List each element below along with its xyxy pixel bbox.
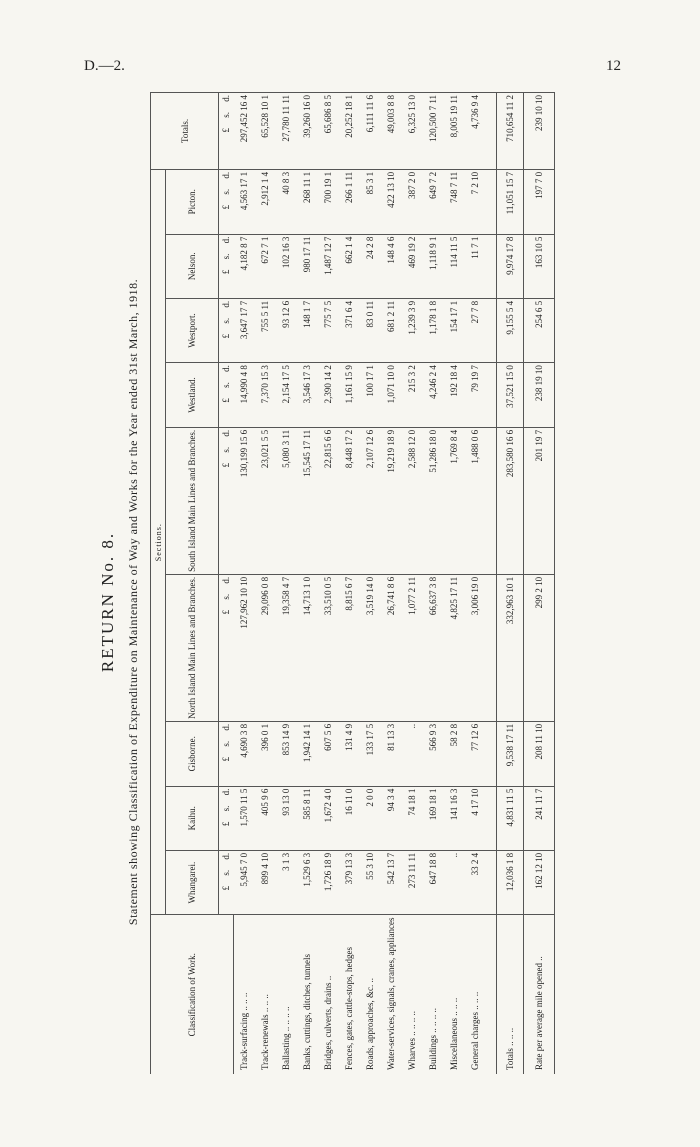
table-row (360, 93, 381, 1075)
row-total-cell: 239 10 10 (523, 93, 554, 170)
table-cell: 672 7 1 (255, 234, 276, 298)
table-cell: 775 7 5 (318, 298, 339, 362)
table-cell: 83 0 11 (360, 298, 381, 362)
unit-header (219, 298, 234, 362)
table-cell: 647 18 8 (423, 850, 444, 915)
table-cell: 2,390 14 2 (318, 363, 339, 428)
table-cell: 273 11 11 (402, 850, 423, 915)
unit-label: £ s. d. (221, 300, 231, 339)
table-cell: 14,990 4 8 (233, 363, 255, 428)
table-cell: 4,831 11 5 (496, 786, 523, 850)
table-cell: 93 13 0 (276, 786, 297, 850)
table-cell: 201 19 7 (523, 427, 554, 574)
table-cell: 1,488 0 6 (465, 427, 486, 574)
statement-title: Statement showing Classification of Expenditure on Maintenance of Way and Works for the Year ended 31st March, 1918. (126, 278, 140, 926)
table-cell: 9,155 5 4 (496, 298, 523, 362)
table-cell: 7 2 10 (465, 169, 486, 234)
table-cell: .. (402, 721, 423, 786)
table-cell: 254 6 5 (523, 298, 554, 362)
table-cell: 208 11 10 (523, 721, 554, 786)
table-cell: 332,963 10 1 (496, 574, 523, 721)
table-cell: 4 17 10 (465, 786, 486, 850)
table-cell: 5,080 3 11 (276, 427, 297, 574)
table-cell: 396 0 1 (255, 721, 276, 786)
section-column-header: Picton. (166, 169, 219, 234)
row-label: Track-surfacing .. .. .. (233, 915, 255, 1074)
table-cell: 74 18 1 (402, 786, 423, 850)
row-total-cell: 6,111 11 6 (360, 93, 381, 170)
table-cell: 1,077 2 11 (402, 574, 423, 721)
unit-header (219, 93, 234, 170)
unit-header (219, 721, 234, 786)
table-cell: 131 4 9 (339, 721, 360, 786)
landscape-sheet (98, 92, 568, 1112)
table-cell: 127,962 10 10 (233, 574, 255, 721)
table-cell: 2 0 0 (360, 786, 381, 850)
table-cell: 1,161 15 9 (339, 363, 360, 428)
table-cell: 40 8 3 (276, 169, 297, 234)
table-cell: 100 17 1 (360, 363, 381, 428)
unit-header (219, 574, 234, 721)
table-cell: 1,239 3 9 (402, 298, 423, 362)
row-label: Bridges, culverts, drains .. (318, 915, 339, 1074)
table-row (523, 93, 554, 1075)
table-cell: 192 18 4 (444, 363, 465, 428)
table-cell: 2,107 12 6 (360, 427, 381, 574)
table-cell: 241 11 7 (523, 786, 554, 850)
unit-label: £ s. d. (221, 236, 231, 275)
row-label: Buildings .. .. .. .. (423, 915, 444, 1074)
row-label: General charges .. .. .. (465, 915, 486, 1074)
table-cell: 1,118 9 1 (423, 234, 444, 298)
table-cell: 1,071 10 0 (381, 363, 402, 428)
table-cell: 266 1 11 (339, 169, 360, 234)
section-column-header: Kaihu. (166, 786, 219, 850)
page-header-left: D.—2. (84, 58, 125, 74)
table-cell: 853 14 9 (276, 721, 297, 786)
unit-header (219, 850, 234, 915)
section-column-header: South Island Main Lines and Branches. (166, 427, 219, 574)
table-cell: 2,154 17 5 (276, 363, 297, 428)
table-row (402, 93, 423, 1075)
table-cell: 8,815 6 7 (339, 574, 360, 721)
table-cell: 662 1 4 (339, 234, 360, 298)
table-cell: 85 3 1 (360, 169, 381, 234)
page-number: 12 (606, 58, 621, 74)
table-cell: 11,051 15 7 (496, 169, 523, 234)
row-total-cell: 8,005 19 11 (444, 93, 465, 170)
table-row (297, 93, 318, 1075)
table-cell: 133 17 5 (360, 721, 381, 786)
table-cell: 4,690 3 8 (233, 721, 255, 786)
totals-header: Totals. (151, 93, 219, 170)
unit-label: £ s. d. (221, 365, 231, 403)
table-cell: 37,521 15 0 (496, 363, 523, 428)
row-label: Rate per average mile opened .. (523, 915, 554, 1074)
unit-header (219, 234, 234, 298)
row-label: Wharves .. .. .. .. (402, 915, 423, 1074)
table-cell: 3,546 17 3 (297, 363, 318, 428)
table-cell: 755 5 11 (255, 298, 276, 362)
classification-header: Classification of Work. (151, 915, 234, 1074)
table-row (276, 93, 297, 1075)
table-cell: 379 13 3 (339, 850, 360, 915)
table-cell: 268 11 1 (297, 169, 318, 234)
table-cell: 102 16 3 (276, 234, 297, 298)
unit-label: £ s. d. (221, 171, 231, 210)
table-cell: 154 17 1 (444, 298, 465, 362)
table-cell: 77 12 6 (465, 721, 486, 786)
row-total-cell: 297,452 16 4 (233, 93, 255, 170)
unit-header (219, 786, 234, 850)
table-cell: 130,199 15 6 (233, 427, 255, 574)
table-cell: 16 11 0 (339, 786, 360, 850)
table-cell: 899 4 10 (255, 850, 276, 915)
row-label: Totals .. .. .. (496, 915, 523, 1074)
table-cell: 169 18 1 (423, 786, 444, 850)
table-cell: 14,713 1 0 (297, 574, 318, 721)
table-cell: 24 2 8 (360, 234, 381, 298)
table-cell: 1,529 6 3 (297, 850, 318, 915)
table-cell: 4,563 17 1 (233, 169, 255, 234)
table-cell: 4,825 17 11 (444, 574, 465, 721)
table-cell: 141 16 3 (444, 786, 465, 850)
table-cell: 238 19 10 (523, 363, 554, 428)
table-cell: 748 7 11 (444, 169, 465, 234)
table-cell: 1,570 11 5 (233, 786, 255, 850)
table-row (465, 93, 486, 1075)
row-total-cell: 27,780 11 11 (276, 93, 297, 170)
unit-label: £ s. d. (221, 429, 231, 468)
table-cell: 2,912 1 4 (255, 169, 276, 234)
table-cell: 9,538 17 11 (496, 721, 523, 786)
unit-header (219, 427, 234, 574)
table-row (318, 93, 339, 1075)
table-cell: .. (444, 850, 465, 915)
unit-label: £ s. d. (221, 852, 231, 891)
table-cell: 3,647 17 7 (233, 298, 255, 362)
table-cell: 980 17 11 (297, 234, 318, 298)
table-cell: 422 13 10 (381, 169, 402, 234)
table-cell: 1,178 1 8 (423, 298, 444, 362)
table-cell: 387 2 0 (402, 169, 423, 234)
table-cell: 79 19 7 (465, 363, 486, 428)
table-cell: 58 2 8 (444, 721, 465, 786)
row-total-cell: 120,500 7 11 (423, 93, 444, 170)
table-cell: 29,096 0 8 (255, 574, 276, 721)
table-cell: 607 5 6 (318, 721, 339, 786)
table-cell: 94 3 4 (381, 786, 402, 850)
table-cell: 197 7 0 (523, 169, 554, 234)
section-column-header: Whangarei. (166, 850, 219, 915)
table-cell: 299 2 10 (523, 574, 554, 721)
table-row (255, 93, 276, 1075)
row-total-cell: 20,252 18 1 (339, 93, 360, 170)
table-cell: 148 1 7 (297, 298, 318, 362)
row-total-cell: 39,260 16 0 (297, 93, 318, 170)
table-row (381, 93, 402, 1075)
table-cell: 93 12 6 (276, 298, 297, 362)
table-cell: 5,945 7 0 (233, 850, 255, 915)
table-cell: 700 19 1 (318, 169, 339, 234)
table-row (444, 93, 465, 1075)
table-cell: 22,815 6 6 (318, 427, 339, 574)
table-cell: 1,726 18 9 (318, 850, 339, 915)
table-row (496, 93, 523, 1075)
table-cell: 26,741 8 6 (381, 574, 402, 721)
table-cell: 566 9 3 (423, 721, 444, 786)
table-cell: 162 12 10 (523, 850, 554, 915)
return-title: RETURN No. 8. (98, 531, 117, 673)
table-cell: 4,182 8 7 (233, 234, 255, 298)
table-cell: 1,487 12 7 (318, 234, 339, 298)
unit-label: £ s. d. (221, 723, 231, 762)
table-cell: 1,672 4 0 (318, 786, 339, 850)
table-cell: 163 10 5 (523, 234, 554, 298)
row-total-cell: 65,528 10 1 (255, 93, 276, 170)
table-cell: 585 8 11 (297, 786, 318, 850)
unit-label: £ s. d. (221, 576, 231, 615)
table-cell: 3,519 14 0 (360, 574, 381, 721)
unit-header (219, 363, 234, 428)
row-total-cell: 710,654 11 2 (496, 93, 523, 170)
expenditure-table (150, 92, 555, 1074)
table-cell: 405 9 6 (255, 786, 276, 850)
row-label: Banks, cuttings, ditches, tunnels (297, 915, 318, 1074)
table-row (339, 93, 360, 1075)
table-cell: 4,246 2 4 (423, 363, 444, 428)
table-cell: 33,510 0 5 (318, 574, 339, 721)
table-row (233, 93, 255, 1075)
spacer-row (486, 93, 497, 1075)
row-label: Roads, approaches, &c. .. (360, 915, 381, 1074)
table-cell: 19,358 4 7 (276, 574, 297, 721)
table-cell: 8,448 17 2 (339, 427, 360, 574)
table-cell: 2,588 12 0 (402, 427, 423, 574)
table-cell: 681 2 11 (381, 298, 402, 362)
table-cell: 371 6 4 (339, 298, 360, 362)
table-cell: 33 2 4 (465, 850, 486, 915)
row-label: Fences, gates, cattle-stops, hedges (339, 915, 360, 1074)
table-cell: 55 3 10 (360, 850, 381, 915)
sections-header: Sections. (151, 169, 166, 915)
section-column-header: Gisborne. (166, 721, 219, 786)
row-total-cell: 65,686 8 5 (318, 93, 339, 170)
table-cell: 51,286 18 0 (423, 427, 444, 574)
table-cell: 215 3 2 (402, 363, 423, 428)
table-cell: 114 11 5 (444, 234, 465, 298)
section-column-header: Nelson. (166, 234, 219, 298)
row-label: Ballasting .. .. .. .. (276, 915, 297, 1074)
table-cell: 27 7 8 (465, 298, 486, 362)
table-cell: 542 13 7 (381, 850, 402, 915)
section-column-header: Westland. (166, 363, 219, 428)
table-cell: 148 4 6 (381, 234, 402, 298)
table-cell: 1,769 8 4 (444, 427, 465, 574)
unit-header (219, 169, 234, 234)
section-column-header: Westport. (166, 298, 219, 362)
table-cell: 9,974 17 8 (496, 234, 523, 298)
row-total-cell: 6,325 13 0 (402, 93, 423, 170)
table-cell: 15,545 17 11 (297, 427, 318, 574)
row-label: Water-services, signals, cranes, appliances (381, 915, 402, 1074)
table-cell: 12,036 1 8 (496, 850, 523, 915)
table-cell: 66,637 3 8 (423, 574, 444, 721)
table-cell: 81 13 3 (381, 721, 402, 786)
table-cell: 11 7 1 (465, 234, 486, 298)
section-column-header: North Island Main Lines and Branches. (166, 574, 219, 721)
row-label: Miscellaneous .. .. .. (444, 915, 465, 1074)
table-cell: 7,370 15 3 (255, 363, 276, 428)
row-label: Track-renewals .. .. .. (255, 915, 276, 1074)
row-total-cell: 49,003 8 8 (381, 93, 402, 170)
table-cell: 23,021 5 5 (255, 427, 276, 574)
table-cell: 19,219 18 9 (381, 427, 402, 574)
table-cell: 1,942 14 1 (297, 721, 318, 786)
table-cell: 649 7 2 (423, 169, 444, 234)
row-total-cell: 4,736 9 4 (465, 93, 486, 170)
table-row (423, 93, 444, 1075)
table-cell: 469 19 2 (402, 234, 423, 298)
table-cell: 3 1 3 (276, 850, 297, 915)
table-cell: 283,580 16 6 (496, 427, 523, 574)
unit-label: £ s. d. (221, 95, 231, 133)
table-cell: 3,006 19 0 (465, 574, 486, 721)
unit-label: £ s. d. (221, 788, 231, 827)
